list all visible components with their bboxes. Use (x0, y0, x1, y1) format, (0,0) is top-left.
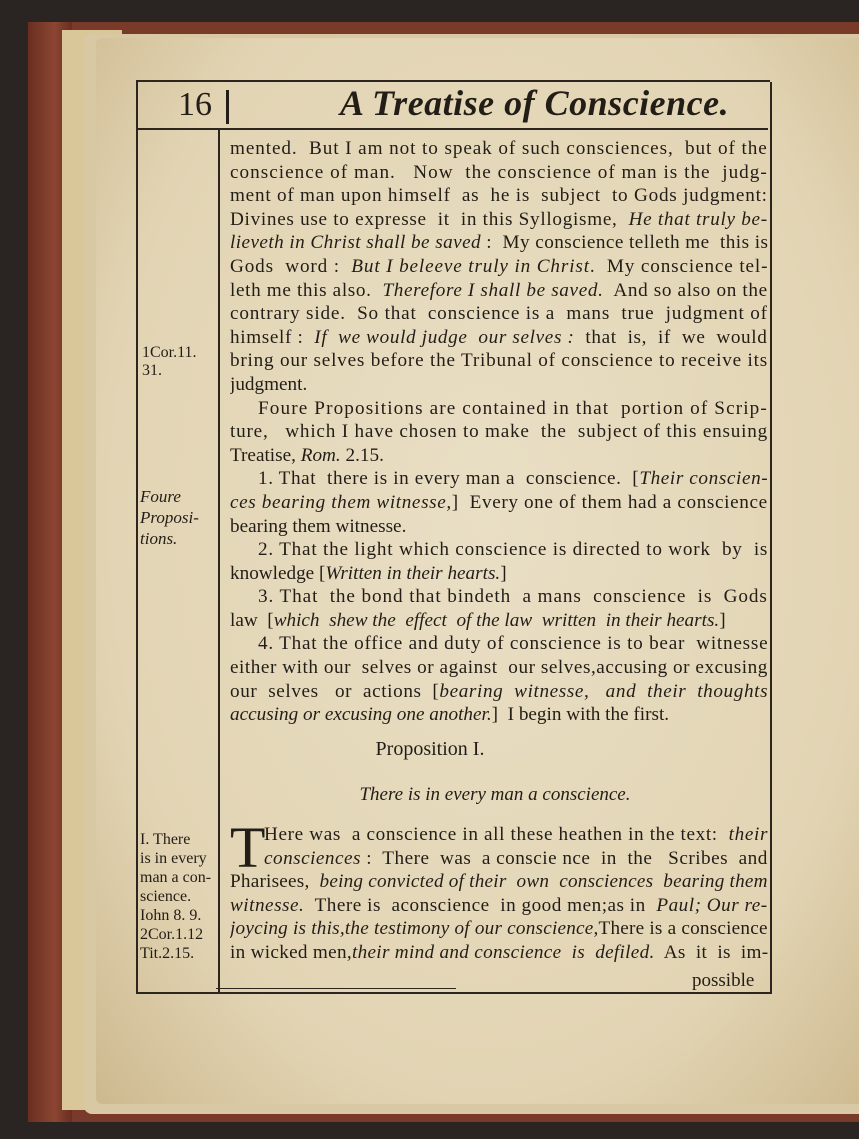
text-line-content (230, 326, 768, 350)
text-line (230, 302, 768, 326)
roman-text: ] (719, 609, 726, 631)
text-line-content (264, 847, 768, 871)
roman-text: 1. That there is in every man a conscience. [ (258, 468, 640, 490)
text-line-content (230, 917, 768, 941)
italic-text: joycing is this,the testimony of our conscience, (230, 918, 599, 940)
margin-note-reference (142, 344, 197, 380)
italic-text: Rom. (300, 444, 341, 466)
text-line (230, 491, 768, 515)
text-line-content (230, 208, 768, 232)
text-line (230, 656, 768, 680)
italic-text: But I beleeve truly in Christ (351, 255, 590, 277)
margin-note-line: 2Cor.1.12 (140, 926, 204, 943)
bottom-rule (136, 992, 770, 994)
text-line-content (230, 680, 768, 704)
text-line (230, 562, 768, 586)
roman-text: mented. But I am not to speak of such consciences, but of the (230, 138, 768, 159)
margin-note-line: Tit.2.15. (140, 945, 195, 962)
italic-text: their mind and conscience is defiled. (351, 941, 655, 963)
italic-text: Paul; Our re- (656, 894, 768, 916)
roman-text: : There was a conscie nce in the Scribes and (360, 847, 768, 869)
roman-text: As it is im- (654, 941, 768, 963)
roman-text: bearing them witnesse. (230, 515, 407, 537)
italic-text: Therefore I shall be saved. (382, 279, 604, 301)
text-line (230, 161, 768, 185)
text-line-content (230, 562, 507, 586)
roman-text: ] I begin with the first. (491, 704, 670, 726)
text-line (230, 515, 768, 539)
text-line-content (230, 302, 768, 326)
text-line-content (230, 373, 307, 397)
text-line (230, 349, 768, 373)
margin-note-line: 31. (142, 362, 162, 379)
text-line-content (258, 467, 768, 491)
italic-text: He that truly be- (628, 208, 768, 230)
text-line (230, 397, 768, 421)
text-line (230, 609, 768, 633)
text-line (230, 255, 768, 279)
text-line-content (258, 632, 768, 656)
roman-text: 3. That the bond that bindeth a mans conscience is Gods (258, 586, 768, 608)
text-line (230, 917, 768, 941)
text-line-content (230, 870, 768, 894)
italic-text: ces bearing them witnesse, (230, 491, 452, 513)
roman-text: leth me this also. (230, 279, 383, 301)
roman-text: ] Every one of them had a conscience (451, 491, 768, 513)
roman-text: Treatise, (230, 444, 301, 466)
roman-text: ture, which I have chosen to make the subject of this ensuing (230, 421, 768, 443)
text-line (230, 420, 768, 444)
italic-text: Written in their hearts. (325, 562, 501, 584)
text-line-content (230, 515, 406, 539)
roman-text: conscience of man. Now the conscience of man is the judg- (230, 161, 768, 183)
text-line-content (258, 538, 768, 562)
text-line-content (230, 137, 768, 161)
section-subheading: There is in every man a conscience. (359, 784, 631, 805)
text-line (230, 184, 768, 208)
text-line (230, 870, 768, 894)
text-line (230, 208, 768, 232)
text-line (230, 823, 768, 847)
text-line-content (230, 231, 768, 255)
margin-note-line: is in every (140, 850, 207, 867)
text-line-content (230, 491, 768, 515)
text-line (230, 680, 768, 704)
text-line (230, 231, 768, 255)
text-line-content (264, 823, 768, 847)
text-line-content (230, 444, 384, 468)
italic-text: bearing witnesse, and their thoughts (439, 680, 768, 702)
italic-text: If we would judge our selves : (314, 326, 575, 348)
text-line (230, 326, 768, 350)
catchword: possible (692, 970, 755, 991)
roman-text: bring our selves before the Tribunal of conscience to receive its (230, 350, 768, 372)
text-line (230, 703, 768, 727)
italic-text: accusing or excusing one another. (230, 704, 492, 726)
roman-text: himself : (230, 326, 315, 348)
text-line (230, 373, 768, 397)
margin-note-line: I. There (140, 831, 191, 848)
roman-text: And so also on the (603, 279, 768, 301)
margin-note-line: tions. (140, 529, 178, 548)
margin-note-line: 1Cor.11. (142, 344, 197, 361)
text-line (230, 894, 768, 918)
italic-text: which shew the effect of the law written in their hearts. (273, 609, 720, 631)
roman-text: ment of man upon himself as he is subject to Gods judgment: (230, 185, 768, 207)
roman-text: : My conscience telleth me this is (481, 232, 768, 254)
header-rule (136, 128, 768, 130)
text-line-content (230, 255, 768, 279)
text-line (230, 137, 768, 161)
tail-rule (216, 988, 456, 989)
roman-text: . My conscience tel- (589, 255, 768, 277)
roman-text: that is, if we would (574, 326, 768, 348)
text-line-content (258, 585, 768, 609)
text-line-content (230, 161, 768, 185)
margin-note-line: Proposi- (140, 508, 199, 527)
margin-note-proposition-one (140, 830, 211, 963)
italic-text: their (728, 824, 768, 845)
italic-text: consciences (264, 847, 361, 869)
text-line-content (230, 703, 669, 727)
italic-text: lieveth in Christ shall be saved (230, 232, 482, 254)
roman-text: knowledge [ (230, 562, 326, 584)
text-line (230, 279, 768, 303)
text-line-content (230, 656, 768, 680)
margin-note-line: Iohn 8. 9. (140, 907, 202, 924)
page-number: 16 (178, 86, 212, 123)
text-line (230, 847, 768, 871)
roman-text: our selves or actions [ (230, 680, 440, 702)
italic-text: Their conscien- (639, 468, 768, 490)
roman-text: Divines use to expresse it in this Syllogisme, (230, 208, 629, 230)
text-line-content (230, 184, 768, 208)
margin-note-line: science. (140, 888, 192, 905)
roman-text: There is aconscience in good men;as in (304, 894, 657, 916)
header-divider (226, 90, 229, 124)
margin-note-propositions (140, 486, 199, 549)
body-text (230, 137, 768, 727)
roman-text: Pharisees, (230, 871, 320, 893)
text-line (230, 467, 768, 491)
text-line-content (230, 279, 768, 303)
text-line-content (230, 941, 768, 965)
roman-text: Gods word : (230, 255, 352, 277)
roman-text: Here was a conscience in all these heathen in the text: (264, 824, 729, 845)
roman-text: contrary side. So that conscience is a mans true judgment of (230, 303, 768, 325)
italic-text: witnesse. (230, 894, 305, 916)
roman-text: ] (500, 562, 507, 584)
roman-text: Foure Propositions are contained in that portion of Scrip- (258, 397, 768, 419)
drop-capital: T (230, 815, 266, 880)
roman-text: in wicked men, (230, 941, 352, 963)
running-title: A Treatise of Conscience. (340, 83, 730, 123)
text-line-content (258, 397, 768, 421)
text-line-content (230, 609, 726, 633)
roman-text: 4. That the office and duty of conscience is to bear witnesse (258, 633, 768, 655)
roman-text: law [ (230, 609, 274, 631)
section-heading: Proposition I. (375, 738, 485, 760)
text-line (230, 444, 768, 468)
margin-note-line: man a con- (140, 869, 212, 886)
text-line (230, 941, 768, 965)
roman-text: judgment. (230, 373, 308, 395)
text-line (230, 632, 768, 656)
roman-text: either with our selves or against our selves,accusing or excusing (230, 657, 768, 679)
second-paragraph (230, 815, 768, 965)
text-line-content (230, 894, 768, 918)
text-line (230, 585, 768, 609)
italic-text: being convicted of their own consciences bearing them (319, 871, 768, 893)
roman-text: There is a conscience (598, 918, 768, 940)
margin-rule (218, 130, 220, 992)
text-line-content (230, 420, 768, 444)
roman-text: 2. That the light which conscience is directed to work by is (258, 539, 768, 561)
text-line-content (230, 349, 768, 373)
text-line (230, 538, 768, 562)
roman-text: 2.15. (340, 444, 384, 466)
margin-note-line: Foure (140, 487, 181, 506)
